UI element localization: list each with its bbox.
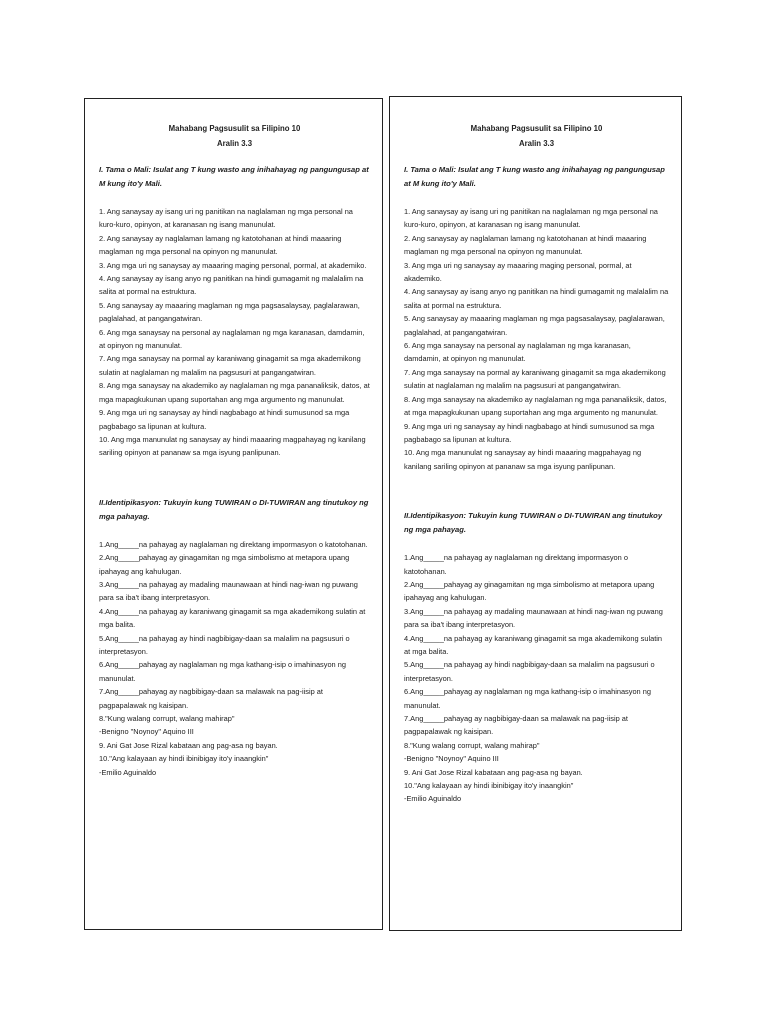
quiz-card-right [389,96,682,931]
quiz-content-right [404,121,669,806]
part1-heading: I. Tama o Mali: Isulat ang T kung wasto ang inihahayag ng pangungusap at M kung ito'y Mali. [99,165,369,188]
list-item: 2. Ang sanaysay ay naglalaman lamang ng katotohanan at hindi maaaring maglaman ng mga personal na opinyon ng manunulat. [404,233,647,257]
list-item: 7. Ang mga sanaysay na pormal ay karaniwang ginagamit sa mga akademikong sulatin at naglalaman ng malalim na pagsusuri at pangangatwiran. [99,354,361,377]
list-item: 4. Ang sanaysay ay isang anyo ng panitikan na hindi gumagamit ng malalalim na salita at pormal na estruktura. [99,274,364,297]
list-item: 9. Ani Gat Jose Rizal kabataan ang pag-asa ng bayan. [99,740,278,750]
list-item: 8. Ang mga sanaysay na akademiko ay naglalaman ng mga pananaliksik, datos, at mga mapagkukunan upang suportahan ang mga argumento ng manunulat. [404,394,667,418]
list-item: 8."Kung walang corrupt, walang mahirap" [99,714,235,723]
list-item: 1. Ang sanaysay ay isang uri ng panitikan na naglalaman ng mga personal na kuro-kuro, opinyon, at karanasan ng isang manunulat. [99,207,353,230]
list-item: -Emilio Aguinaldo [99,767,157,777]
list-item: 5.Ang_____na pahayag ay hindi nagbibigay-daan sa malalim na pagsusuri o interpretasyon. [99,633,350,656]
list-item: 6. Ang mga sanaysay na personal ay naglalaman ng mga karanasan, damdamin, at opinyon ng manunulat. [99,327,365,351]
list-item: 2.Ang_____pahayag ay ginagamitan ng mga simbolismo at metapora upang ipahayag ang kahulugan. [404,579,655,603]
list-item: 7.Ang_____pahayag ay nagbibigay-daan sa malawak na pag-iisip at pagpapalawak ng kaisipan. [99,687,323,710]
quiz-title: Mahabang Pagsusulit sa Filipino 10 [168,124,301,133]
list-item: 9. Ang mga uri ng sanaysay ay hindi nagbabago at hindi sumusunod sa mga pagbabago sa lipunan at kultura. [404,421,655,444]
list-item: 5. Ang sanaysay ay maaaring maglaman ng mga pagsasalaysay, paglalarawan, paglalahad, at pangangatwiran. [99,300,360,324]
list-item: -Emilio Aguinaldo [404,794,462,804]
list-item: 5. Ang sanaysay ay maaaring maglaman ng mga pagsasalaysay, paglalarawan, paglalahad, at pangangatwiran. [404,314,665,337]
list-item: 1. Ang sanaysay ay isang uri ng panitikan na naglalaman ng mga personal na kuro-kuro, opinyon, at karanasan ng isang manunulat. [404,207,658,230]
quiz-card-left [84,98,383,930]
quiz-title: Mahabang Pagsusulit sa Filipino 10 [470,124,603,133]
list-item: 9. Ani Gat Jose Rizal kabataan ang pag-asa ng bayan. [404,767,583,777]
list-item: 6.Ang_____pahayag ay naglalaman ng mga kathang-isip o imahinasyon ng manunulat. [404,687,651,710]
part1-list [99,205,370,460]
list-item: 4.Ang_____na pahayag ay karaniwang ginagamit sa mga akademikong sulatin at mga balita. [99,606,366,630]
part2-heading: II.Identipikasyon: Tukuyin kung TUWIRAN o DI-TUWIRAN ang tinutukoy ng mga pahayag. [99,497,369,521]
list-item: 3.Ang_____na pahayag ay madaling maunawaan at hindi nag-iwan ng puwang para sa iba't ibang interpretasyon. [99,579,358,603]
list-item: 10."Ang kalayaan ay hindi ibinibigay ito'y inaangkin" [99,754,269,764]
list-item: -Benigno "Noynoy" Aquino III [99,727,194,737]
list-item: 4.Ang_____na pahayag ay karaniwang ginagamit sa mga akademikong sulatin at mga balita. [404,633,663,656]
quiz-content-left [99,121,370,779]
list-item: 10. Ang mga manunulat ng sanaysay ay hindi maaaring magpahayag ng kanilang sariling opinyon at pananaw sa mga isyung panlipunan. [99,434,366,458]
list-item: 10."Ang kalayaan ay hindi ibinibigay ito'y inaangkin" [404,781,574,791]
list-item: 4. Ang sanaysay ay isang anyo ng panitikan na hindi gumagamit ng malalalim na salita at pormal na estruktura. [404,287,669,310]
list-item: 9. Ang mga uri ng sanaysay ay hindi nagbabago at hindi sumusunod sa mga pagbabago sa lipunan at kultura. [99,408,350,431]
list-item: 5.Ang_____na pahayag ay hindi nagbibigay-daan sa malalim na pagsusuri o interpretasyon. [404,660,655,683]
list-item: 2.Ang_____pahayag ay ginagamitan ng mga simbolismo at metapora upang ipahayag ang kahulugan. [99,553,350,576]
list-item: 8."Kung walang corrupt, walang mahirap" [404,740,540,750]
list-item: 1.Ang_____na pahayag ay naglalaman ng direktang impormasyon o katotohanan. [99,539,368,549]
list-item: 7. Ang mga sanaysay na pormal ay karaniwang ginagamit sa mga akademikong sulatin at naglalaman ng malalim na pagsusuri at pangangatwiran. [404,367,666,391]
part2-heading: II.Identipikasyon: Tukuyin kung TUWIRAN o DI-TUWIRAN ang tinutukoy ng mga pahayag. [404,511,663,535]
list-item: 7.Ang_____pahayag ay nagbibigay-daan sa malawak na pag-iisip at pagpapalawak ng kaisipan. [404,714,628,737]
list-item: 2. Ang sanaysay ay naglalaman lamang ng katotohanan at hindi maaaring maglaman ng mga personal na opinyon ng manunulat. [99,233,342,257]
list-item: 3. Ang mga uri ng sanaysay ay maaaring maging personal, pormal, at akademiko. [99,260,367,270]
list-item: 10. Ang mga manunulat ng sanaysay ay hindi maaaring magpahayag ng kanilang sariling opinyon at pananaw sa mga isyung panlipunan. [404,448,642,471]
quiz-subtitle: Aralin 3.3 [518,139,555,148]
part1-heading: I. Tama o Mali: Isulat ang T kung wasto ang inihahayag ng pangungusap at M kung ito'y Mali. [404,165,665,188]
part2-list [99,538,370,779]
list-item: 3. Ang mga uri ng sanaysay ay maaaring maging personal, pormal, at akademiko. [404,260,632,284]
list-item: -Benigno "Noynoy" Aquino III [404,754,499,764]
part2-list [404,551,669,806]
list-item: 3.Ang_____na pahayag ay madaling maunawaan at hindi nag-iwan ng puwang para sa iba't ibang interpretasyon. [404,606,663,630]
part1-list [404,205,669,473]
list-item: 6. Ang mga sanaysay na personal ay naglalaman ng mga karanasan, damdamin, at opinyon ng manunulat. [404,341,631,364]
list-item: 6.Ang_____pahayag ay naglalaman ng mga kathang-isip o imahinasyon ng manunulat. [99,660,346,683]
quiz-subtitle: Aralin 3.3 [216,139,253,148]
list-item: 8. Ang mga sanaysay na akademiko ay naglalaman ng mga pananaliksik, datos, at mga mapagkukunan upang suportahan ang mga argumento ng manunulat. [99,381,370,404]
list-item: 1.Ang_____na pahayag ay naglalaman ng direktang impormasyon o katotohanan. [404,553,628,576]
